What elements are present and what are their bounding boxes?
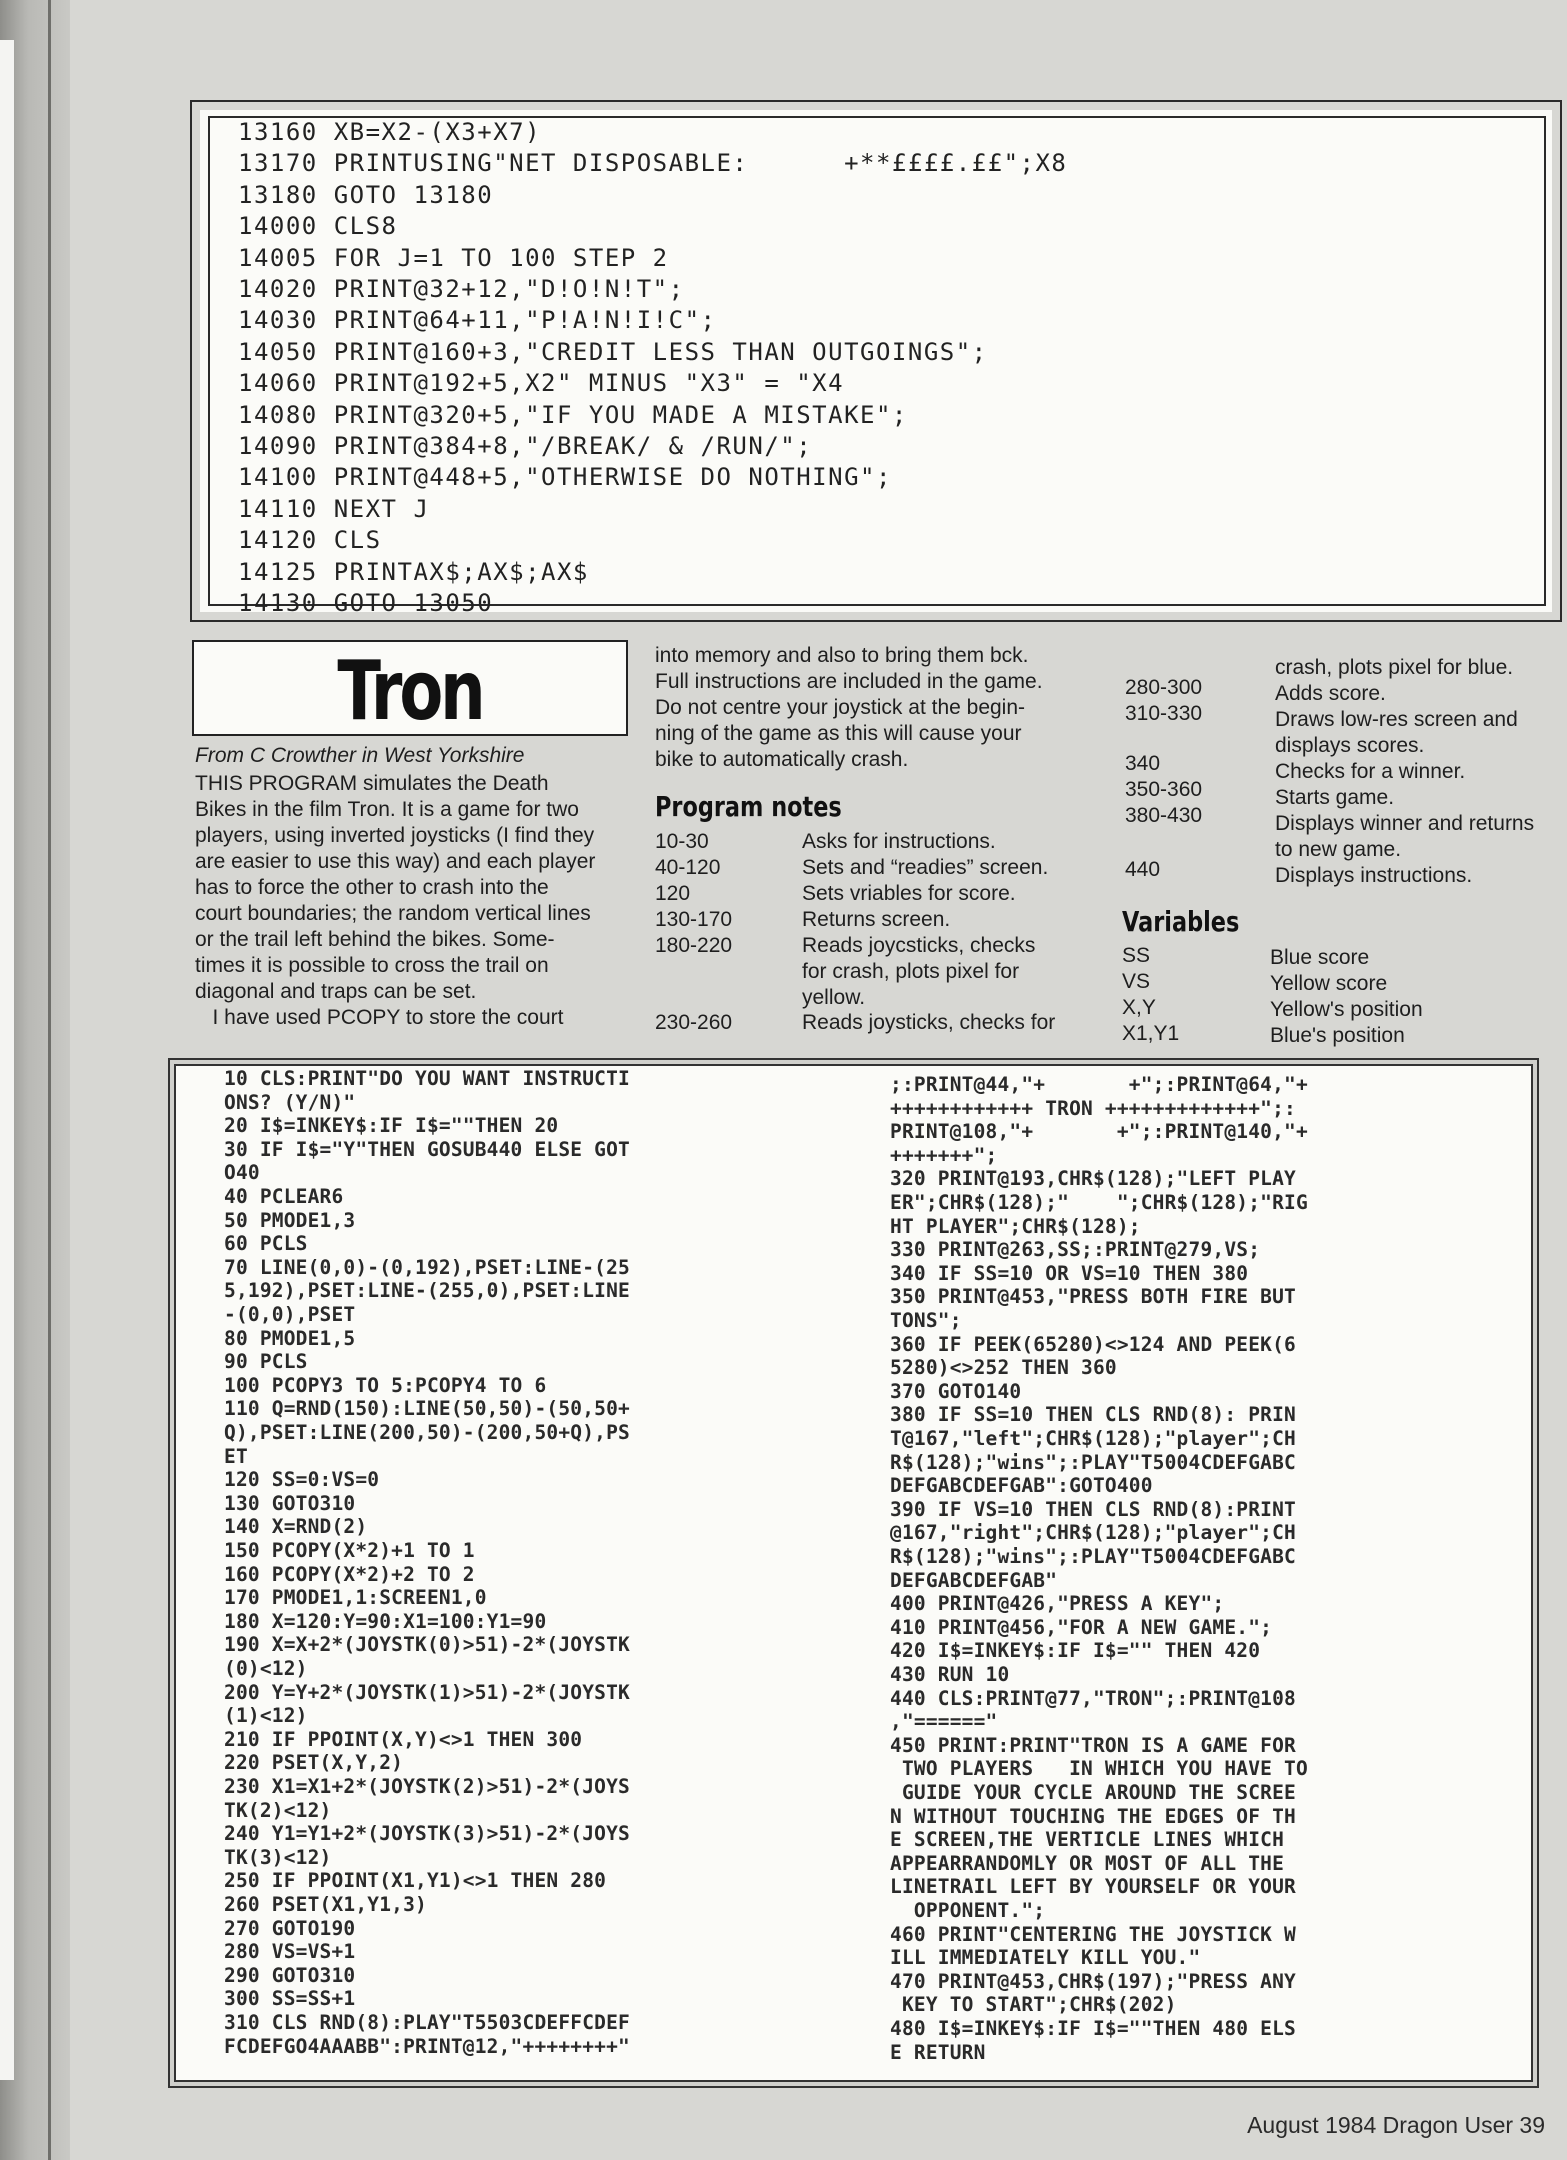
listing-line-left: 150 PCOPY(X*2)+1 TO 1 [224, 1539, 475, 1562]
top-listing-line: 14080 PRINT@320+5,"IF YOU MADE A MISTAKE"; [238, 400, 908, 429]
listing-line-left: 40 PCLEAR6 [224, 1185, 344, 1208]
continued-line: Do not centre your joystick at the begin- [655, 696, 1026, 719]
variable-name: X,Y [1122, 996, 1156, 1019]
note-line-range: 350-360 [1125, 778, 1203, 801]
note-description: Sets and “readies” screen. [802, 856, 1049, 879]
intro-line: has to force the other to crash into the [195, 876, 549, 899]
listing-line-right: 430 RUN 10 [890, 1663, 1010, 1686]
listing-line-left: (0)<12) [224, 1657, 308, 1680]
listing-line-left: 170 PMODE1,1:SCREEN1,0 [224, 1586, 487, 1610]
listing-line-right: PRINT@108,"+ +";:PRINT@140,"+ [890, 1120, 1308, 1144]
top-listing-line: 14005 FOR J=1 TO 100 STEP 2 [238, 243, 669, 272]
listing-line-left: 230 X1=X1+2*(JOYSTK(2)>51)-2*(JOYS [224, 1775, 630, 1798]
note-description: Sets vriables for score. [802, 882, 1016, 905]
article-title-box [192, 640, 628, 739]
listing-line-right: 450 PRINT:PRINT"TRON IS A GAME FOR [890, 1733, 1296, 1757]
listing-line-right: 340 IF SS=10 OR VS=10 THEN 380 [890, 1261, 1249, 1285]
listing-line-right: 460 PRINT"CENTERING THE JOYSTICK W [890, 1922, 1296, 1946]
listing-line-right: DEFGABCDEFGAB" [890, 1568, 1058, 1592]
top-listing-line: 14130 GOTO 13050 [238, 589, 494, 617]
note-line-range: 180-220 [655, 934, 733, 957]
listing-line-right: 420 I$=INKEY$:IF I$="" THEN 420 [890, 1639, 1261, 1663]
listing-line-right: ++++++++++++ TRON +++++++++++++";: [890, 1096, 1296, 1120]
listing-line-left: 300 SS=SS+1 [224, 1987, 356, 2011]
intro-line: Bikes in the film Tron. It is a game for two [195, 798, 579, 821]
listing-line-right: E RETURN [890, 2040, 986, 2064]
article-byline: From C Crowther in West Yorkshire [195, 744, 525, 767]
listing-line-right: R$(128);"wins";:PLAY"T5004CDEFGABC [890, 1450, 1296, 1474]
listing-line-right: 400 PRINT@426,"PRESS A KEY"; [890, 1592, 1225, 1616]
note-description: crash, plots pixel for blue. [1275, 656, 1514, 679]
listing-line-right: DEFGABCDEFGAB":GOTO400 [890, 1474, 1153, 1498]
listing-line-left: 270 GOTO190 [224, 1916, 356, 1940]
note-description: Checks for a winner. [1275, 760, 1466, 783]
listing-line-left: 200 Y=Y+2*(JOYSTK(1)>51)-2*(JOYSTK [224, 1680, 630, 1704]
note-description: Starts game. [1275, 786, 1395, 809]
listing-line-left: 100 PCOPY3 TO 5:PCOPY4 TO 6 [224, 1373, 547, 1397]
listing-line-right: GUIDE YOUR CYCLE AROUND THE SCREE [890, 1781, 1296, 1804]
note-description: Reads joysticks, checks for [802, 1011, 1056, 1034]
listing-line-left: 130 GOTO310 [224, 1491, 356, 1515]
listing-line-right: T@167,"left";CHR$(128);"player";CH [890, 1427, 1296, 1450]
listing-line-right: 320 PRINT@193,CHR$(128);"LEFT PLAY [890, 1167, 1296, 1191]
note-description: Draws low-res screen and [1275, 708, 1518, 731]
intro-line: or the trail left behind the bikes. Some- [195, 928, 555, 951]
page-folio: August 1984 Dragon User 39 [1247, 2112, 1545, 2138]
listing-line-right: 360 IF PEEK(65280)<>124 AND PEEK(6 [890, 1332, 1296, 1356]
binding-spine [0, 0, 70, 2160]
variable-description: Blue score [1270, 946, 1370, 969]
listing-line-left: 80 PMODE1,5 [224, 1326, 356, 1350]
listing-line-left: 60 PCLS [224, 1232, 308, 1256]
listing-line-right: ER";CHR$(128);" ";CHR$(128);"RIG [890, 1191, 1308, 1214]
listing-line-left: 210 IF PPOINT(X,Y)<>1 THEN 300 [224, 1727, 583, 1751]
listing-line-right: HT PLAYER";CHR$(128); [890, 1214, 1141, 1238]
note-line-range: 310-330 [1125, 702, 1203, 725]
top-program-listing [190, 100, 1562, 622]
listing-line-left: 160 PCOPY(X*2)+2 TO 2 [224, 1562, 475, 1586]
top-listing-frame [208, 116, 1546, 617]
listing-line-right: R$(128);"wins";:PLAY"T5004CDEFGABC [890, 1545, 1296, 1568]
listing-line-right: LINETRAIL LEFT BY YOURSELF OR YOUR [890, 1875, 1296, 1899]
variable-name: X1,Y1 [1122, 1022, 1180, 1045]
top-listing-line: 14030 PRINT@64+11,"P!A!N!I!C"; [238, 306, 717, 335]
listing-line-left: FCDEFGO4AAABB":PRINT@12,"++++++++" [224, 2034, 630, 2058]
listing-line-right: ,"======" [890, 1710, 998, 1734]
note-description: Reads joycsticks, checks [802, 934, 1036, 957]
top-listing-line: 14060 PRINT@192+5,X2" MINUS "X3" = "X4 [238, 369, 845, 398]
listing-line-left: 110 Q=RND(150):LINE(50,50)-(50,50+ [224, 1397, 630, 1421]
listing-line-right: KEY TO START";CHR$(202) [890, 1993, 1177, 2017]
note-description: Returns screen. [802, 908, 951, 931]
continued-line: Full instructions are included in the game. [655, 670, 1043, 693]
intro-line: court boundaries; the random vertical lines [195, 902, 591, 925]
listing-line-left: TK(3)<12) [224, 1845, 332, 1869]
intro-line: players, using inverted joysticks (I find they [195, 824, 595, 847]
listing-line-left: 290 GOTO310 [224, 1963, 356, 1987]
note-description: Adds score. [1275, 682, 1386, 705]
top-listing-line: 14120 CLS [238, 526, 382, 555]
listing-line-right: ILL IMMEDIATELY KILL YOU." [890, 1946, 1201, 1970]
listing-line-left: 10 CLS:PRINT"DO YOU WANT INSTRUCTI [224, 1067, 630, 1090]
listing-line-right: 370 GOTO140 [890, 1379, 1022, 1403]
listing-line-right: 5280)<>252 THEN 360 [890, 1356, 1117, 1380]
listing-line-left: Q),PSET:LINE(200,50)-(200,50+Q),PS [224, 1421, 630, 1444]
listing-line-left: 220 PSET(X,Y,2) [224, 1751, 404, 1775]
continued-line: bike to automatically crash. [655, 748, 909, 771]
listing-line-right: APPEARRANDOMLY OR MOST OF ALL THE [890, 1851, 1285, 1875]
top-listing-line: 14100 PRINT@448+5,"OTHERWISE DO NOTHING"; [238, 463, 892, 492]
listing-line-right: 440 CLS:PRINT@77,"TRON";:PRINT@108 [890, 1686, 1296, 1710]
listing-line-left: 70 LINE(0,0)-(0,192),PSET:LINE-(25 [224, 1255, 630, 1279]
top-listing-line: 14090 PRINT@384+8,"/BREAK/ & /RUN/"; [238, 432, 813, 460]
listing-line-right: +++++++"; [890, 1143, 998, 1167]
listing-line-right: 480 I$=INKEY$:IF I$=""THEN 480 ELS [890, 2017, 1296, 2040]
listing-line-right: 380 IF SS=10 THEN CLS RND(8): PRIN [890, 1403, 1296, 1427]
facing-page-edge [0, 40, 14, 2080]
listing-line-left: 20 I$=INKEY$:IF I$=""THEN 20 [224, 1114, 559, 1138]
variable-name: SS [1122, 944, 1151, 967]
listing-line-right: ;:PRINT@44,"+ +";:PRINT@64,"+ [890, 1073, 1308, 1096]
note-line-range: 340 [1125, 752, 1161, 775]
listing-line-left: ET [224, 1444, 248, 1468]
listing-line-left: -(0,0),PSET [224, 1303, 356, 1326]
note-description: for crash, plots pixel for [802, 960, 1020, 983]
listing-line-right: 350 PRINT@453,"PRESS BOTH FIRE BUT [890, 1285, 1296, 1309]
listing-line-left: (1)<12) [224, 1704, 308, 1728]
listing-line-left: 30 IF I$="Y"THEN GOSUB440 ELSE GOT [224, 1137, 630, 1161]
variable-description: Blue's position [1270, 1024, 1405, 1047]
spine-fold-line [48, 0, 51, 2160]
listing-line-left: 180 X=120:Y=90:X1=100:Y1=90 [224, 1609, 547, 1633]
note-line-range: 10-30 [655, 830, 709, 853]
listing-line-left: 190 X=X+2*(JOYSTK(0)>51)-2*(JOYSTK [224, 1633, 630, 1657]
note-line-range: 40-120 [655, 856, 721, 879]
article-title: Tron [337, 644, 483, 739]
note-line-range: 130-170 [655, 908, 733, 931]
variable-name: VS [1122, 970, 1151, 993]
top-listing-line: 13170 PRINTUSING"NET DISPOSABLE: +**££££.££";X8 [238, 149, 1068, 178]
listing-line-left: O40 [224, 1161, 260, 1185]
note-line-range: 120 [655, 882, 691, 905]
note-description: Asks for instructions. [802, 830, 996, 853]
note-line-range: 380-430 [1125, 804, 1203, 827]
top-listing-line: 14110 NEXT J [238, 494, 430, 523]
listing-line-left: 90 PCLS [224, 1350, 308, 1374]
intro-line: I have used PCOPY to store the court [195, 1006, 564, 1029]
top-listing-line: 14020 PRINT@32+12,"D!O!N!T"; [238, 275, 685, 303]
listing-line-right: TWO PLAYERS IN WHICH YOU HAVE TO [890, 1757, 1308, 1781]
listing-line-left: TK(2)<12) [224, 1798, 332, 1822]
listing-line-right: E SCREEN,THE VERTICLE LINES WHICH [890, 1828, 1285, 1852]
intro-line: times it is possible to cross the trail on [195, 954, 549, 977]
listing-line-right: OPPONENT."; [890, 1899, 1046, 1922]
top-listing-line: 14000 CLS8 [238, 212, 398, 241]
listing-line-right: 390 IF VS=10 THEN CLS RND(8):PRINT [890, 1497, 1296, 1521]
listing-line-right: 330 PRINT@263,SS;:PRINT@279,VS; [890, 1238, 1261, 1262]
top-listing-line: 13160 XB=X2-(X3+X7) [238, 118, 542, 146]
variables-heading: Variables [1122, 905, 1240, 938]
listing-line-left: 140 X=RND(2) [224, 1515, 368, 1539]
listing-line-left: 120 SS=0:VS=0 [224, 1468, 380, 1492]
listing-line-left: 280 VS=VS+1 [224, 1940, 356, 1964]
listing-line-left: 50 PMODE1,3 [224, 1208, 356, 1232]
listing-line-right: N WITHOUT TOUCHING THE EDGES OF TH [890, 1804, 1296, 1828]
listing-line-left: 250 IF PPOINT(X1,Y1)<>1 THEN 280 [224, 1869, 607, 1893]
variable-description: Yellow's position [1270, 998, 1423, 1021]
program-notes-heading: Program notes [655, 790, 842, 823]
note-description: Displays instructions. [1275, 864, 1473, 887]
listing-line-right: 470 PRINT@453,CHR$(197);"PRESS ANY [890, 1969, 1296, 1993]
note-line-range: 280-300 [1125, 676, 1203, 699]
continued-line: ning of the game as this will cause your [655, 722, 1022, 745]
note-description: yellow. [802, 986, 866, 1009]
listing-line-left: ONS? (Y/N)" [224, 1090, 356, 1114]
note-line-range: 440 [1125, 858, 1161, 881]
listing-line-right: 410 PRINT@456,"FOR A NEW GAME."; [890, 1615, 1273, 1639]
note-description: to new game. [1275, 838, 1402, 861]
note-description: Displays winner and returns [1275, 812, 1535, 835]
listing-line-left: 5,192),PSET:LINE-(255,0),PSET:LINE [224, 1279, 630, 1303]
intro-line: are easier to use this way) and each player [195, 850, 596, 873]
intro-line: THIS PROGRAM simulates the Death [195, 772, 549, 795]
intro-line: diagonal and traps can be set. [195, 980, 477, 1003]
top-listing-line: 14050 PRINT@160+3,"CREDIT LESS THAN OUTGOINGS"; [238, 337, 988, 366]
listing-line-left: 260 PSET(X1,Y1,3) [224, 1893, 427, 1916]
listing-line-right: @167,"right";CHR$(128);"player";CH [890, 1521, 1296, 1545]
note-line-range: 230-260 [655, 1011, 733, 1034]
top-listing-line: 13180 GOTO 13180 [238, 180, 494, 209]
listing-line-left: 310 CLS RND(8):PLAY"T5503CDEFFCDEF [224, 2011, 630, 2034]
note-description: displays scores. [1275, 734, 1425, 757]
listing-line-right: TONS"; [890, 1309, 962, 1332]
tron-program-listing [168, 1058, 1539, 2088]
top-listing-line: 14125 PRINTAX$;AX$;AX$ [238, 557, 589, 586]
listing-line-left: 240 Y1=Y1+2*(JOYSTK(3)>51)-2*(JOYS [224, 1822, 630, 1846]
tron-listing-frame [174, 1064, 1533, 2082]
continued-line: into memory and also to bring them bck. [655, 644, 1029, 667]
variable-description: Yellow score [1270, 972, 1388, 995]
